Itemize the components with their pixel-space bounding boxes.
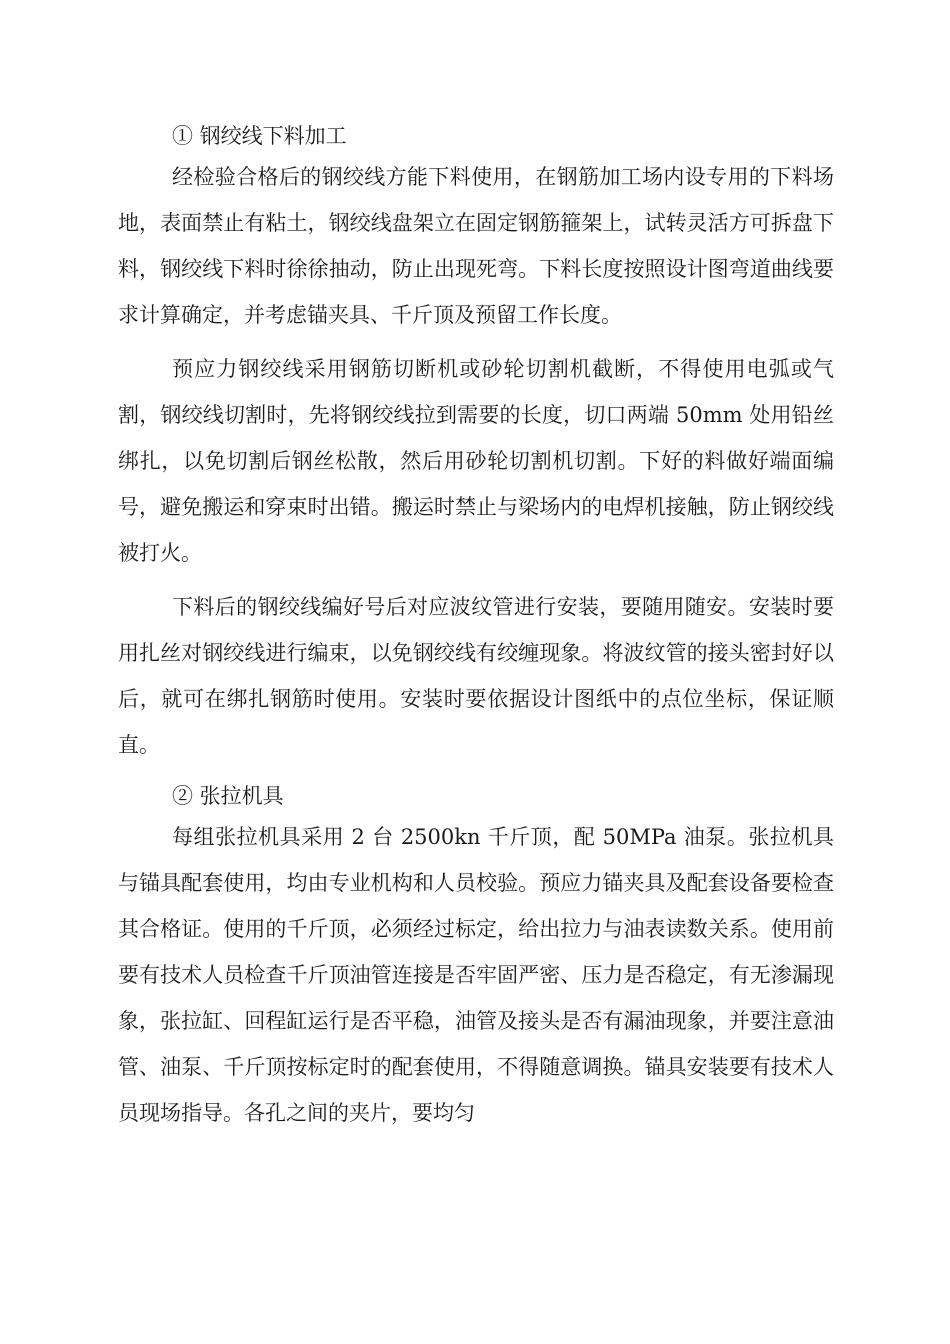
section-heading-strand-cutting: ① 钢绞线下料加工 [172, 124, 347, 148]
paragraph-strand-cutting-2: 预应力钢绞线采用钢筋切断机或砂轮切割机截断，不得使用电弧或气割，钢绞线切割时，先将钢绞线拉到需要的长度，切口两端 50mm 处用铅丝绑扎，以免切割后钢丝松散，然后用砂轮切割机切割。下好的料做好端面编号，避免搬运和穿束时出错。搬运时禁止与梁场内的电焊机接触，防止钢绞线被打火。 [118, 357, 834, 565]
document-page [118, 118, 834, 1136]
paragraph-strand-cutting-1: 经检验合格后的钢绞线方能下料使用，在钢筋加工场内设专用的下料场地，表面禁止有粘土，钢绞线盘架立在固定钢筋箍架上，试转灵活方可拆盘下料，钢绞线下料时徐徐抽动，防止出现死弯。下料长度按照设计图弯道曲线要求计算确定，并考虑锚夹具、千斤顶及预留工作长度。 [118, 165, 834, 327]
paragraph-strand-cutting-3: 下料后的钢绞线编好号后对应波纹管进行安装，要随用随安。安装时要用扎丝对钢绞线进行编束，以免钢绞线有绞缠现象。将波纹管的接头密封好以后，就可在绑扎钢筋时使用。安装时要依据设计图纸中的点位坐标，保证顺直。 [118, 595, 834, 757]
section-heading-tensioning-equipment: ② 张拉机具 [172, 784, 284, 808]
paragraph-tensioning-equipment-1: 每组张拉机具采用 2 台 2500kn 千斤顶，配 50MPa 油泵。张拉机具与锚具配套使用，均由专业机构和人员校验。预应力锚夹具及配套设备要检查其合格证。使用的千斤顶，必须经过标定，给出拉力与油表读数关系。使用前要有技术人员检查千斤顶油管连接是否牢固严密、压力是否稳定，有无渗漏现象，张拉缸、回程缸运行是否平稳，油管及接头是否有漏油现象，并要注意油管、油泵、千斤顶按标定时的配套使用，不得随意调换。锚具安装要有技术人员现场指导。各孔之间的夹片，要均匀 [118, 825, 834, 1125]
